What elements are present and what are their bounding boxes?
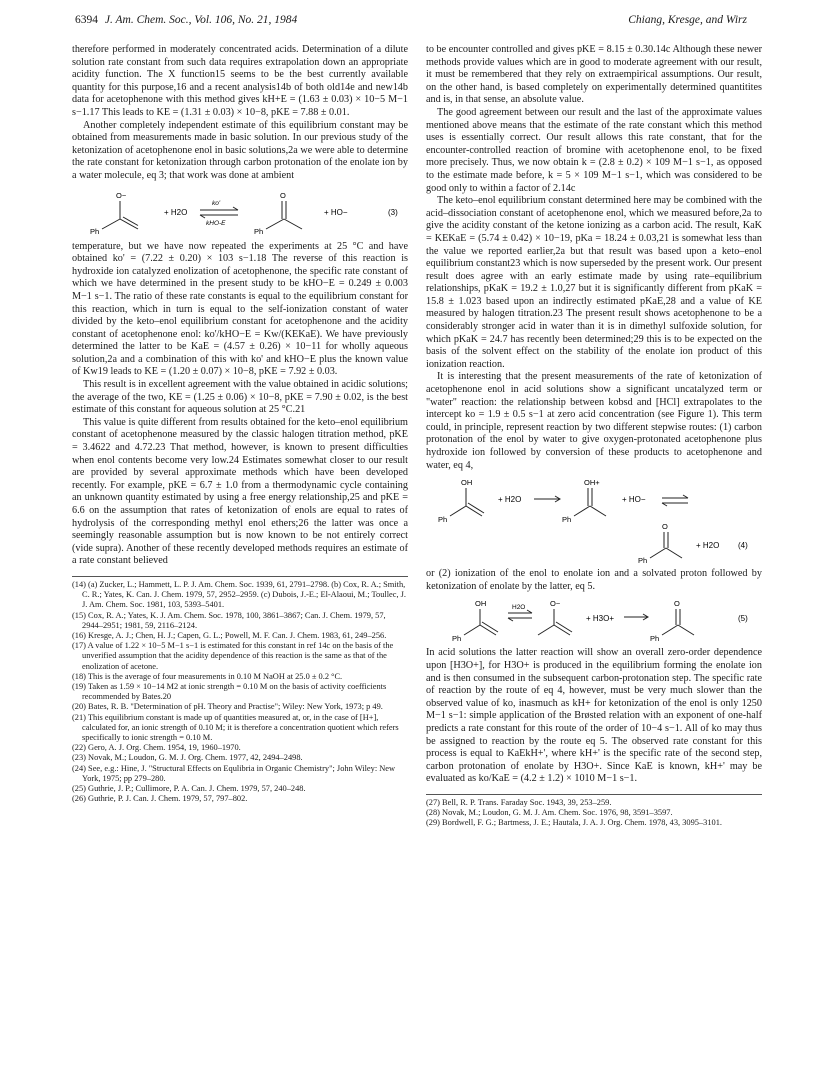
paragraph: therefore performed in moderately concentrated acids. Determination of a dilute solution rate constant from such data requires extrapolation down an appropriate acidity function. The X function15 seems to be the best currently available quantity for this purpose,16 and a recent analysis14b of both old14e and new14b data for acetophenone with this method gives kH+E = (1.63 ± 0.03) × 10−5 M−1 s−1.17 This leads to KE = (1.31 ± 0.03) × 10−8, pKE = 7.88 ± 0.01. [72, 44, 408, 118]
footnote: (29) Bordwell, F. G.; Bartmess, J. E.; Hautala, J. A. J. Org. Chem. 1978, 43, 3095–3101. [426, 818, 723, 828]
ketone-oxygen-label: O [280, 190, 286, 200]
footnote: (24) See, e.g.: Hine, J. "Structural Effects on Equlibria in Organic Chemistry"; John Wiley: New York, 1975; pp 279–280. [72, 763, 396, 783]
footnote: (27) Bell, R. P. Trans. Faraday Soc. 1943, 39, 253–259. [426, 797, 612, 807]
enolate-oxygen-label: O− [550, 599, 561, 609]
hydroxide-product: + HO− [324, 207, 348, 217]
footnote: (28) Novak, M.; Loudon, G. M. J. Am. Chem. Soc. 1976, 98, 3591–3597. [426, 808, 673, 818]
enol-hydroxyl-label: OH [461, 478, 473, 488]
footnote: (26) Guthrie, P. J. Can. J. Chem. 1979, 57, 797–802. [72, 794, 248, 804]
equation-number: (4) [738, 541, 748, 551]
equation-3-structures [72, 187, 408, 237]
phenyl-label: Ph [90, 226, 100, 236]
footnote: (20) Bates, R. B. "Determination of pH. Theory and Practise"; Wiley: New York, 1973; p 49. [72, 702, 383, 712]
k-forward-label: ko' [212, 199, 221, 207]
paragraph: It is interesting that the present measurements of the rate of ketonization of acetophenone enol in acid solutions show a significant uncatalyzed term or "water" reaction: the relationship between kobsd and [HCl] extrapolates to the intercept ko = 1.9 ± 0.5 s−1 at zero acid concentration (see Figure 1). This term could, in principle, represent reaction by two different stepwise routes: (1) carbon protonation of the enol by water to give oxygen-protonated acetophenone plus hydroxide ion followed by conversion of these products to acetophenone and water, eq 4, [426, 371, 762, 471]
paragraph: This value is quite different from results obtained for the keto–enol equilibrium constant of acetophenone measured by the classic halogen titration method, pKE = 3.4622 and 4.72.23 That method, however, is known to present difficulties when enol contents become very low.24 Estimates somewhat closer to our result are provided by several approximate methods which have been developed recently. For example, pKE = 6.7 ± 1.0 from a thermodynamic cycle containing an unknown quantity estimated by using a free energy relationship,25 and pKE = 6.6 on the assumption that rates of ketonization of enols are equal to rates of hydrolysis of the corresponding methyl enol ethers;26 the latter was once a seemingly reasonable assumption but is now known to be not entirely correct (vide supra). Another of these recently developed methods requires an estimate of a rate constant believed [72, 416, 408, 567]
enolate-oxygen-label: O− [116, 190, 127, 200]
paragraph: to be encounter controlled and gives pKE = 8.15 ± 0.30.14c Although these newer methods provide values which are in good to moderate agreement with our result, it must be remembered that they rely on extraempirical assumptions. Our result, on the other hand, is based completely on experimentally determined quantitites and is, in that sense, an absolute value. [426, 44, 762, 106]
footnote: (25) Guthrie, J. P.; Cullimore, P. A. Can. J. Chem. 1979, 57, 240–248. [72, 784, 306, 794]
hydroxide-product: + HO− [622, 495, 646, 505]
footnote: (21) This equilibrium constant is made up of quantities measured at, or, in the case of [H+], calculated for, an ionic strength of 0.10 M; it is therefore a concentration quotient which refers specifically to ionic strength = 0.10 M. [72, 712, 399, 743]
ketone-oxygen-label: O [674, 599, 680, 609]
footnote: (17) A value of 1.22 × 10−5 M−1 s−1 is estimated for this constant in ref 14c on the basis of the unverified assumption that the acidity dependence of this reaction is the same as that of the enolization of acetone. [72, 641, 394, 671]
journal-citation: J. Am. Chem. Soc., Vol. 106, No. 21, 1984 [104, 14, 298, 26]
equation-number: (3) [388, 207, 398, 217]
equation-5 [426, 597, 762, 643]
equation-number: (5) [738, 614, 748, 624]
equation-5-structures [426, 597, 762, 643]
paragraph: This result is in excellent agreement with the value obtained in acidic solutions; the average of the two, KE = (1.25 ± 0.06) × 10−8, pKE = 7.90 ± 0.02, is the best estimate of this constant for aqueous solution at 25 °C.21 [72, 379, 408, 416]
k-reverse-label: kHO-E [206, 219, 226, 227]
footnote: (18) This is the average of four measurements in 0.10 M NaOH at 25.0 ± 0.2 °C. [72, 671, 343, 681]
footnotes-right [426, 794, 762, 829]
water-reagent: + H2O [164, 207, 188, 217]
equation-4 [426, 476, 762, 564]
oxonium-label: OH+ [584, 478, 600, 488]
running-header-authors: Chiang, Kresge, and Wirz [628, 14, 747, 26]
phenyl-label: Ph [438, 515, 448, 525]
paragraph: The good agreement between our result and the last of the approximate values mentioned above means that the estimate of the rate constant which this method uses is essentially correct. Our result allows this rate constant, that for the encounter-controlled reaction of bromine with acetophenone enol, to be fixed more precisely. Thus, we now obtain k = (2.8 ± 0.2) × 109 M−1 s−1, as opposed to the estimate made before, k = 5 × 109 M−1 s−1, which was considered to be good only to within a factor of 2.14c [426, 106, 762, 194]
right-column [426, 44, 762, 829]
footnote: (22) Gero, A. J. Org. Chem. 1954, 19, 1960–1970. [72, 743, 241, 753]
footnote: (14) (a) Zucker, L.; Hammett, L. P. J. Am. Chem. Soc. 1939, 61, 2791–2798. (b) Cox, R. A.; Smith, C. R.; Yates, K. Can. J. Chem. 1979, 57, 2952–2959. (c) Dubois, J.-E.; El-Alaoui, M.; Toullec, J. J. Am. Chem. Soc. 1981, 103, 5393–5401. [72, 579, 407, 610]
equation-4-structures [426, 476, 762, 564]
water-product: + H2O [696, 541, 720, 551]
water-reagent: + H2O [498, 495, 522, 505]
phenyl-label: Ph [452, 634, 462, 644]
footnote: (15) Cox, R. A.; Yates, K. J. Am. Chem. Soc. 1978, 100, 3861–3867; Can. J. Chem. 1979, 57, 2944–2951; 1981, 59, 2116–2124. [72, 610, 386, 630]
phenyl-label: Ph [650, 634, 660, 644]
footnote: (19) Taken as 1.59 × 10−14 M2 at ionic strength = 0.10 M on the basis of activity coefficients recommended by Bates.20 [72, 682, 387, 702]
footnote: (16) Kresge, A. J.; Chen, H. J.; Capen, G. L.; Powell, M. F. Can. J. Chem. 1983, 61, 249–256. [72, 630, 387, 640]
left-column [72, 44, 408, 804]
paragraph: Another completely independent estimate of this equilibrium constant may be obtained from measurements made in basic solution. In our previous study of the ketonization of acetophenone enol in basic solutions,2a we were able to determine the rate constant for ketonization through carbon protonation of the enolate ion by a water molecule, eq 3; that work was done at ambient [72, 119, 408, 181]
footnotes-left [72, 576, 408, 804]
page-number: 6394 [75, 14, 98, 26]
paragraph: The keto–enol equilibrium constant determined here may be combined with the acid–dissociation constant of acetophenone enol, which we measured before,2a to give the acidity constant of the ketone ionizing as a carbon acid. The result, KaK = KEKaE = (5.74 ± 0.42) × 10−19, pKa = 18.24 ± 0.03,21 is somewhat less than the value we reported earlier,2a but that result was based upon a keto–enol equilibrium constant23 which is now superseded by the present work. Our present result does agree with an early estimate made by using rate–equilibrium relationships, pKaK = 19.2 ± 1.0,27 but it is significantly different from pKaK = 15.8 ± 1.023 based upon an indirectly estimated pKaE,28 and a value of KE measured by halogen titration.23 The present result shows acetophenone to be a considerably stronger acid in water than it is in dimethyl sulfoxide solution, for which pKaK = 24.7 has recently been determined;29 this is to be expected on the basis of the solvent effect on the stability of the enolate ion product of this ionization reaction. [426, 195, 762, 370]
paragraph: temperature, but we have now repeated the experiments at 25 °C and have obtained ko' = (7.22 ± 0.20) × 103 s−1.18 The reverse of this reaction is hydroxide ion catalyzed enolization of acetophenone, the specific rate constant of which we have determined in the present study to be kHO−E = 0.249 ± 0.003 M−1 s−1. The ratio of these rate constants is equal to the equilibrium constant for this reaction, which in turn is equal to the self-ionization constant of water divided by the keto–enol equilibrium constant for acetophenone and the acidity constant of acetophenone enol: ko'/kHO−E = Kw/(KEKaE). We have previously determined the latter to be KaE = (4.57 ± 0.26) × 10−11 for wholly aqueous solution,2a and a combination of this with ko' and kHO−E plus the known value of Kw19 leads to KE = (1.20 ± 0.07) × 10−8, pKE = 7.92 ± 0.03. [72, 240, 408, 378]
paragraph: In acid solutions the latter reaction will show an overall zero-order dependence upon [H3O+], for H3O+ is produced in the equilibrium forming the enolate ion and is then consumed in the subsequent carbon-protonation step. The specific rate of reaction by the route of eq 4, however, must be very much slower than the observed value of ko, inasmuch as kH+ for ketonization of the enol is only 1250 M−1 s−1: simple application of the Brøsted relation with an exponent of one-half predicts a rate constant for this route of the order of 10−4 s−1. All of ko may thus be assigned to reaction by the route eq 5. The observed rate constant for this process is equal to KaEkH+', where kH+' is the specific rate of the second step, carbon protonation of enolate by H3O+. Since KaE is known, kH+' may be evaluated as ko/KaE = (4.2 ± 1.2) × 1010 M−1 s−1. [426, 647, 762, 785]
equation-3 [72, 187, 408, 237]
phenyl-label: Ph [254, 226, 264, 236]
hydronium-product: + H3O+ [586, 614, 615, 624]
footnote: (23) Novak, M.; Loudon, G. M. J. Org. Chem. 1977, 42, 2494–2498. [72, 753, 303, 763]
enol-hydroxyl-label: OH [475, 599, 487, 609]
ketone-oxygen-label: O [662, 522, 668, 532]
arrow-label: H2O [512, 604, 526, 612]
phenyl-label: Ph [562, 515, 572, 525]
paragraph: or (2) ionization of the enol to enolate ion and a solvated proton followed by ketonization of enolate by the latter, eq 5. [426, 568, 762, 592]
phenyl-label: Ph [638, 556, 648, 565]
running-header-left [75, 14, 297, 26]
